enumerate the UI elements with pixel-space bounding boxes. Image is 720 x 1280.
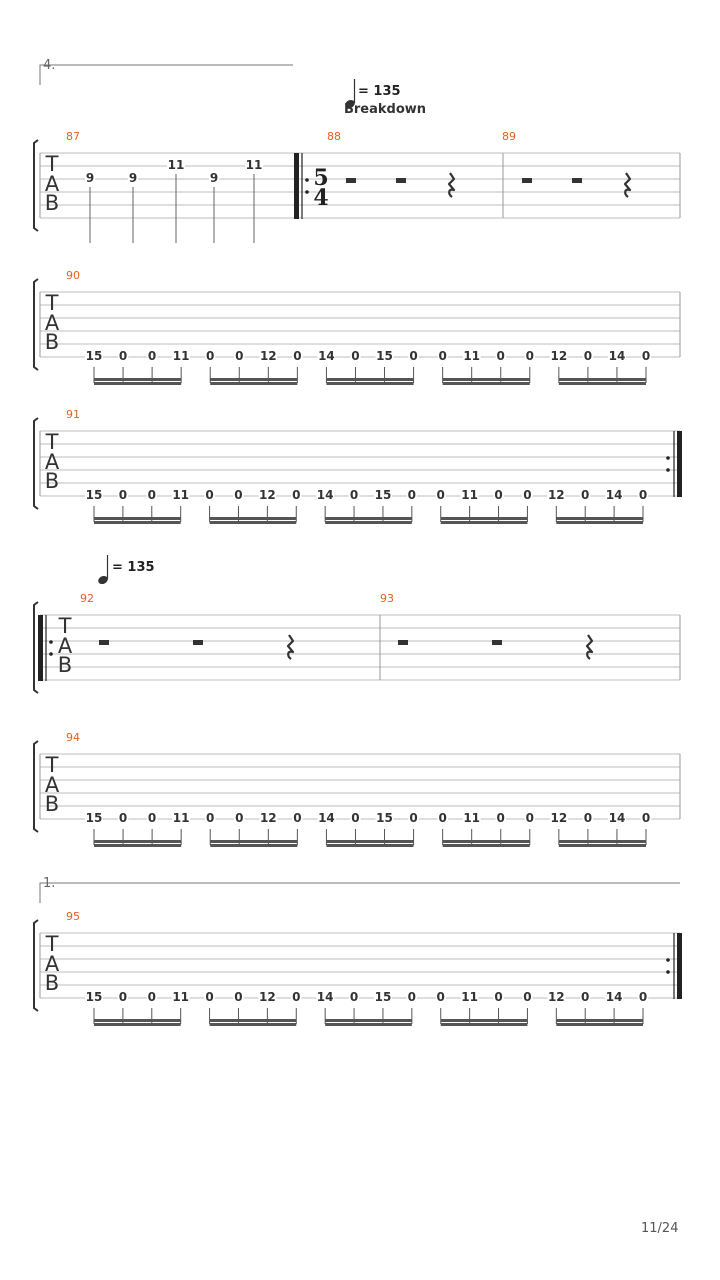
beam: [559, 844, 646, 847]
volta-bracket: [40, 883, 680, 903]
fret-number: 11: [461, 488, 478, 502]
fret-number: 15: [374, 488, 392, 502]
beam: [441, 521, 528, 524]
bar-number: 90: [66, 269, 80, 282]
staff-system: [34, 140, 680, 231]
fret-number: 0: [436, 488, 445, 502]
fret-number: 12: [550, 349, 568, 363]
tab-letter-t: T: [45, 753, 59, 777]
fret-number: 0: [206, 811, 215, 825]
beam: [326, 378, 413, 381]
fret-number: 15: [376, 349, 393, 363]
beam: [94, 378, 181, 381]
fret-number: 0: [234, 488, 243, 502]
beam: [556, 1019, 643, 1022]
fret-number: 0: [438, 349, 447, 363]
beam: [94, 844, 181, 847]
fret-number: 11: [172, 811, 190, 825]
fret-number: 14: [318, 349, 335, 363]
fret-number: 0: [523, 488, 532, 502]
volta-label: 4.: [43, 58, 56, 73]
bar-number: 92: [80, 592, 94, 605]
beam: [556, 521, 643, 524]
beam: [94, 1023, 181, 1026]
fret-number: 9: [209, 171, 219, 185]
fret-number: 0: [496, 349, 505, 363]
repeat-thick-bar: [38, 615, 43, 681]
fret-number: 12: [547, 990, 565, 1004]
fret-number: 0: [205, 990, 214, 1004]
fret-number: 12: [259, 811, 277, 825]
beam: [556, 1023, 643, 1026]
beam: [325, 517, 412, 520]
fret-number: 15: [376, 811, 393, 825]
fret-number: 0: [349, 488, 359, 502]
beam: [210, 1023, 297, 1026]
fret-number: 0: [235, 811, 244, 825]
volta-bracket: [40, 65, 293, 85]
repeat-thick-bar: [677, 933, 682, 999]
beam: [94, 1019, 181, 1022]
fret-number: 11: [245, 158, 263, 172]
tab-letter-t: T: [45, 152, 59, 176]
fret-number: 0: [118, 811, 128, 825]
fret-number: 14: [316, 990, 334, 1004]
system-bracket: [34, 418, 38, 509]
fret-number: 0: [293, 811, 302, 825]
fret-number: 11: [463, 349, 481, 363]
fret-number: 14: [316, 488, 334, 502]
section-label: Breakdown: [343, 102, 427, 117]
beam: [559, 382, 646, 385]
system-bracket: [34, 140, 38, 231]
time-sig-denominator: 4: [313, 185, 329, 211]
beam: [326, 382, 413, 385]
beam: [210, 378, 297, 381]
beam: [94, 517, 181, 520]
fret-number: 0: [118, 990, 128, 1004]
fret-number: 15: [85, 349, 103, 363]
beam: [559, 378, 646, 381]
beam: [325, 521, 412, 524]
fret-number: 15: [374, 990, 392, 1004]
fret-number: 0: [118, 488, 128, 502]
beam: [326, 844, 413, 847]
tab-letter-a: A: [44, 773, 60, 797]
tab-letter-b: B: [44, 792, 60, 816]
tab-letter-b: B: [44, 469, 60, 493]
fret-number: 0: [407, 990, 417, 1004]
fret-number: 0: [523, 990, 532, 1004]
quarter-rest: [449, 173, 454, 197]
fret-number: 0: [438, 811, 447, 825]
repeat-dot: [666, 970, 670, 974]
fret-number: 9: [128, 171, 138, 185]
repeat-thick-bar: [677, 431, 682, 497]
tab-letter-b: B: [44, 191, 60, 215]
tab-letter-t: T: [45, 430, 59, 454]
volta-label: 1.: [43, 876, 56, 891]
fret-number: 0: [436, 990, 445, 1004]
fret-number: 11: [461, 990, 478, 1004]
half-rest: [572, 178, 582, 183]
fret-number: 0: [494, 488, 503, 502]
fret-number: 14: [318, 811, 335, 825]
fret-number: 0: [293, 349, 302, 363]
fret-number: 12: [259, 488, 276, 502]
fret-number: 0: [407, 488, 417, 502]
repeat-dot: [305, 178, 309, 182]
fret-number: 12: [550, 811, 568, 825]
beam: [210, 521, 297, 524]
fret-number: 0: [409, 349, 418, 363]
repeat-dot: [666, 456, 670, 460]
staff-system: [34, 602, 680, 693]
half-rest: [398, 640, 408, 645]
fret-number: 11: [172, 488, 190, 502]
tab-letter-a: A: [44, 450, 60, 474]
beam: [443, 378, 530, 381]
fret-number: 0: [206, 349, 215, 363]
beam: [210, 382, 297, 385]
fret-number: 12: [547, 488, 565, 502]
beam: [210, 517, 297, 520]
beam: [210, 844, 297, 847]
half-rest: [492, 640, 502, 645]
repeat-dot: [666, 468, 670, 472]
fret-number: 0: [292, 488, 301, 502]
fret-number: 0: [581, 488, 590, 502]
bar-number: 95: [66, 910, 80, 923]
fret-number: 14: [605, 990, 623, 1004]
tab-letter-t: T: [45, 932, 59, 956]
bar-number: 94: [66, 731, 80, 744]
fret-number: 0: [351, 349, 360, 363]
fret-number: 0: [583, 349, 593, 363]
fret-number: 0: [525, 811, 534, 825]
repeat-thick-bar: [294, 153, 299, 219]
repeat-dot: [49, 640, 53, 644]
bar-number: 91: [66, 408, 80, 421]
tempo-marking: = 135: [112, 560, 155, 575]
fret-number: 14: [608, 349, 626, 363]
system-bracket: [34, 279, 38, 370]
fret-number: 0: [147, 349, 157, 363]
fret-number: 12: [259, 349, 277, 363]
beam: [94, 840, 181, 843]
beam: [443, 844, 530, 847]
tab-letter-a: A: [44, 952, 60, 976]
tempo-marking: = 135: [358, 84, 401, 99]
time-sig-numerator: 5: [313, 165, 329, 191]
half-rest: [99, 640, 109, 645]
beam: [441, 517, 528, 520]
fret-number: 0: [494, 990, 503, 1004]
fret-number: 9: [85, 171, 95, 185]
quarter-rest: [288, 635, 293, 659]
beam: [441, 1023, 528, 1026]
beam: [441, 1019, 528, 1022]
quarter-rest: [587, 635, 592, 659]
system-bracket: [34, 602, 38, 693]
fret-number: 14: [608, 811, 626, 825]
beam: [559, 840, 646, 843]
tab-letter-a: A: [44, 311, 60, 335]
fret-number: 0: [147, 811, 157, 825]
tab-letter-a: A: [44, 172, 60, 196]
repeat-dot: [666, 958, 670, 962]
beam: [443, 382, 530, 385]
bar-number: 87: [66, 130, 80, 143]
fret-number: 0: [234, 990, 243, 1004]
fret-number: 11: [167, 158, 185, 172]
fret-number: 0: [147, 488, 156, 502]
fret-number: 0: [583, 811, 593, 825]
fret-number: 0: [349, 990, 359, 1004]
half-rest: [396, 178, 406, 183]
fret-number: 0: [581, 990, 590, 1004]
fret-number: 15: [85, 990, 103, 1004]
system-bracket: [34, 741, 38, 832]
beam: [210, 840, 297, 843]
tab-letter-b: B: [44, 971, 60, 995]
fret-number: 12: [259, 990, 276, 1004]
beam: [325, 1019, 412, 1022]
fret-number: 11: [172, 349, 190, 363]
fret-number: 0: [235, 349, 244, 363]
fret-number: 11: [172, 990, 190, 1004]
fret-number: 0: [147, 990, 156, 1004]
fret-number: 0: [525, 349, 534, 363]
beam: [443, 840, 530, 843]
tab-letter-t: T: [45, 291, 59, 315]
fret-number: 0: [351, 811, 360, 825]
tab-letter-t: T: [58, 614, 72, 638]
fret-number: 0: [292, 990, 301, 1004]
fret-number: 15: [85, 811, 103, 825]
tab-letter-b: B: [44, 330, 60, 354]
beam: [325, 1023, 412, 1026]
system-bracket: [34, 920, 38, 1011]
half-rest: [193, 640, 203, 645]
fret-number: 0: [118, 349, 128, 363]
beam: [556, 517, 643, 520]
fret-number: 11: [463, 811, 481, 825]
fret-number: 0: [638, 488, 648, 502]
beam: [210, 1019, 297, 1022]
repeat-dot: [49, 652, 53, 656]
tab-letter-a: A: [57, 634, 73, 658]
beam: [94, 521, 181, 524]
half-rest: [346, 178, 356, 183]
fret-number: 0: [205, 488, 214, 502]
page-number: 11/24: [641, 1221, 679, 1236]
fret-number: 14: [605, 488, 623, 502]
fret-number: 0: [641, 349, 651, 363]
fret-number: 0: [638, 990, 648, 1004]
tab-letter-b: B: [57, 653, 73, 677]
beam: [326, 840, 413, 843]
half-rest: [522, 178, 532, 183]
fret-number: 0: [409, 811, 418, 825]
fret-number: 0: [641, 811, 651, 825]
fret-number: 0: [496, 811, 505, 825]
beam: [94, 382, 181, 385]
repeat-dot: [305, 190, 309, 194]
bar-number: 89: [502, 130, 516, 143]
quarter-rest: [625, 173, 630, 197]
fret-number: 15: [85, 488, 103, 502]
bar-number: 93: [380, 592, 394, 605]
bar-number: 88: [327, 130, 341, 143]
